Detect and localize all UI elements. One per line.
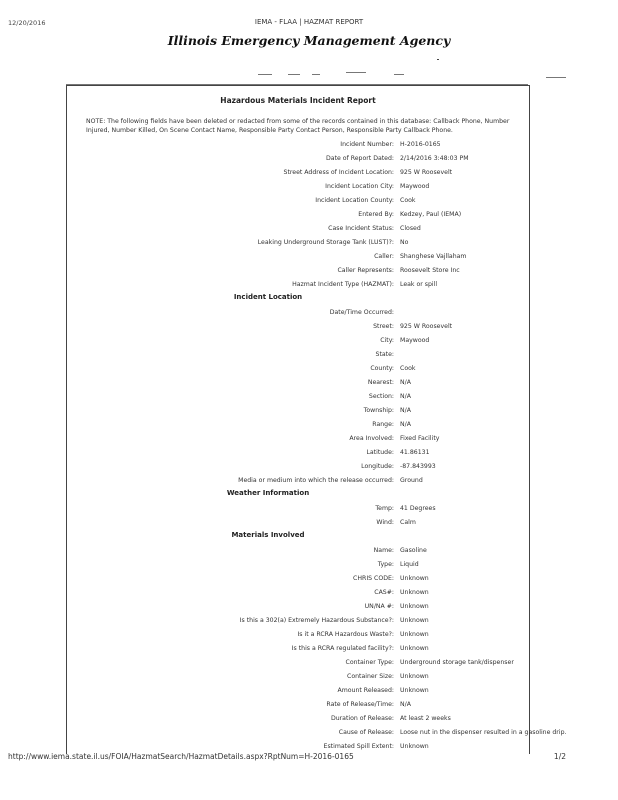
field-value: Unknown	[400, 743, 429, 750]
field-row	[66, 239, 530, 249]
field-value: Unknown	[400, 617, 429, 624]
field-row	[66, 393, 530, 403]
field-row	[66, 561, 530, 571]
field-row	[66, 547, 530, 557]
field-label: Incident Number:	[340, 141, 394, 148]
field-row	[66, 631, 530, 641]
footer-page-number: 1/2	[553, 752, 566, 761]
field-row	[66, 519, 530, 529]
field-label: Container Size:	[347, 673, 394, 680]
field-row	[66, 267, 530, 277]
field-label: Temp:	[375, 505, 394, 512]
field-value: Maywood	[400, 337, 430, 344]
field-label: Wind:	[376, 519, 394, 526]
field-label: Street:	[373, 323, 394, 330]
weather-section-heading: Weather Information	[226, 489, 310, 497]
location-section-heading: Incident Location	[233, 293, 303, 301]
field-row	[66, 225, 530, 235]
field-row	[66, 435, 530, 445]
field-label: Nearest:	[367, 379, 394, 386]
field-value: Shanghese Vajllaham	[400, 253, 467, 260]
field-value: 925 W Roosevelt	[400, 323, 453, 330]
field-row	[66, 729, 567, 739]
field-row	[66, 169, 530, 179]
field-label: Media or medium into which the release occurred:	[238, 477, 394, 484]
field-label: Rate of Release/Time:	[326, 701, 394, 708]
materials-section-heading: Materials Involved	[231, 531, 305, 539]
field-value: Roosevelt Store Inc	[400, 267, 460, 274]
field-label: Amount Released:	[337, 687, 394, 694]
field-row	[66, 687, 530, 697]
field-value: At least 2 weeks	[400, 715, 451, 722]
field-row	[66, 337, 530, 347]
field-label: Township:	[363, 407, 394, 414]
field-value: 41.86131	[400, 449, 430, 456]
field-label: State:	[375, 351, 394, 358]
field-label: Is this a RCRA regulated facility?:	[291, 645, 394, 652]
field-label: CHRIS CODE:	[353, 575, 394, 582]
field-row	[66, 617, 530, 627]
field-value: Ground	[400, 477, 423, 484]
field-row	[66, 351, 530, 361]
field-row	[66, 603, 530, 613]
field-label: Case Incident Status:	[328, 225, 394, 232]
agency-name: Illinois Emergency Management Agency	[167, 33, 451, 48]
field-row	[66, 407, 530, 417]
field-value: H-2016-0165	[400, 141, 441, 148]
field-value: Cook	[400, 197, 416, 204]
footer-url[interactable]: http://www.iema.state.il.us/FOIA/HazmatSearch/HazmatDetails.aspx?RptNum=H-2016-0165	[8, 752, 354, 761]
field-value: Liquid	[400, 561, 419, 568]
window-title: IEMA - FLAA | HAZMAT REPORT	[254, 18, 364, 26]
field-row	[66, 673, 530, 683]
field-value: Cook	[400, 365, 416, 372]
field-label: Type:	[377, 561, 394, 568]
field-row	[66, 715, 530, 725]
field-row	[66, 197, 530, 207]
field-row	[66, 323, 530, 333]
field-value: Unknown	[400, 631, 429, 638]
field-row	[66, 701, 530, 711]
field-row	[66, 659, 530, 669]
field-value: N/A	[400, 407, 411, 414]
field-row	[66, 155, 530, 165]
field-row	[66, 477, 530, 487]
field-label: Name:	[373, 547, 394, 554]
field-row	[66, 575, 530, 585]
field-label: Caller:	[374, 253, 394, 260]
field-value: Leak or spill	[400, 281, 438, 288]
field-row	[66, 505, 530, 515]
field-value: Gasoline	[400, 547, 427, 554]
field-row	[66, 449, 530, 459]
field-value: N/A	[400, 701, 411, 708]
field-label: Caller Represents:	[337, 267, 394, 274]
field-value: No	[400, 239, 409, 246]
field-row	[66, 421, 530, 431]
field-row	[66, 183, 530, 193]
field-label: Incident Location County:	[315, 197, 394, 204]
field-row	[66, 589, 530, 599]
field-value: Unknown	[400, 673, 429, 680]
field-label: Is it a RCRA Hazardous Waste?:	[297, 631, 394, 638]
field-label: County:	[370, 365, 394, 372]
field-value: N/A	[400, 393, 411, 400]
field-row	[66, 211, 530, 221]
field-label: City:	[380, 337, 394, 344]
field-value: Unknown	[400, 687, 429, 694]
field-value: N/A	[400, 379, 411, 386]
field-row	[66, 379, 530, 389]
field-label: Estimated Spill Extent:	[323, 743, 394, 750]
field-value: -87.843993	[400, 463, 436, 470]
field-value: Fixed Facility	[400, 435, 440, 442]
field-label: Date of Report Dated:	[326, 155, 394, 162]
field-label: Area Involved:	[349, 435, 394, 442]
field-value: Unknown	[400, 575, 429, 582]
field-label: UN/NA #:	[364, 603, 394, 610]
field-label: Hazmat Incident Type (HAZMAT):	[292, 281, 394, 288]
field-row	[66, 281, 530, 291]
field-label: Entered By:	[358, 211, 394, 218]
field-label: Section:	[368, 393, 394, 400]
field-label: Container Type:	[345, 659, 394, 666]
field-value: Unknown	[400, 589, 429, 596]
field-value: Kedzey, Paul (IEMA)	[400, 211, 462, 218]
field-label: Range:	[372, 421, 394, 428]
field-value: Unknown	[400, 603, 429, 610]
field-value: Unknown	[400, 645, 429, 652]
redaction-note: NOTE: The following fields have been deleted or redacted from some of the records contained in this database: Callback Phone, Number Injured, Number Killed, On Scene Contact Name, Responsible Party Contact Person, Responsible Party Callback Phone.	[86, 118, 510, 134]
field-value: Loose nut in the dispenser resulted in a gasoline drip.	[400, 729, 567, 736]
field-label: CAS#:	[374, 589, 394, 596]
field-row	[66, 463, 530, 473]
report-title: Hazardous Materials Incident Report	[220, 96, 376, 105]
field-label: Leaking Underground Storage Tank (LUST)?:	[257, 239, 394, 246]
field-value: 41 Degrees	[400, 505, 436, 512]
field-label: Incident Location City:	[325, 183, 394, 190]
field-value: Calm	[400, 519, 416, 526]
print-date: 12/20/2016	[8, 19, 46, 27]
field-label: Duration of Release:	[330, 715, 394, 722]
field-row	[66, 309, 530, 319]
field-value: Maywood	[400, 183, 430, 190]
field-label: Street Address of Incident Location:	[283, 169, 394, 176]
field-value: Underground storage tank/dispenser	[400, 659, 514, 666]
field-label: Longitude:	[361, 463, 394, 470]
field-value: 925 W Roosevelt	[400, 169, 453, 176]
field-label: Is this a 302(a) Extremely Hazardous Substance?:	[239, 617, 394, 624]
field-label: Latitude:	[366, 449, 394, 456]
field-row	[66, 253, 530, 263]
field-label: Date/Time Occurred:	[329, 309, 394, 316]
field-row	[66, 365, 530, 375]
field-value: 2/14/2016 3:48:03 PM	[400, 155, 469, 162]
field-label: Cause of Release:	[338, 729, 394, 736]
field-row	[66, 141, 530, 151]
field-value: Closed	[400, 225, 421, 232]
field-row	[66, 645, 530, 655]
field-value: N/A	[400, 421, 411, 428]
